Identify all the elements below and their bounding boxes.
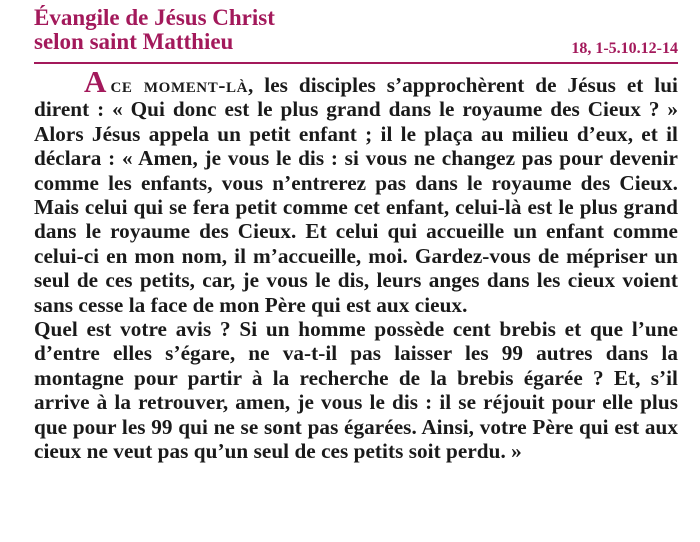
- gospel-title-line-2: selon saint Matthieu: [34, 29, 234, 54]
- scripture-reference: 18, 1-5.10.12-14: [571, 40, 678, 57]
- passage-paragraph-2: Quel est votre avis ? Si un homme possède cent brebis et que l’une d’entre elles s’égare, ne va-t-il pas laisser les 99 autres dans la montagne pour partir à la recherche de la brebis égarée ? Et, s’il arrive à la retrouver, amen, je vous le dis : il se réjouit pour elle plus que pour les 99 qui ne se sont pas égarées. Ainsi, votre Père qui est aux cieux ne veut pas qu’un seul de ces petits soit perdu. »: [34, 317, 678, 464]
- paragraph-1-text: , les disciples s’approchèrent de Jésus et lui dirent : « Qui donc est le plus grand dans le royaume des Cieux ? » Alors Jésus appela un petit enfant ; il le plaça au milieu d’eux, et il déclara : « Amen, je vous le dis : si vous ne changez pas pour devenir comme les enfants, vous n’entrerez pas dans le royaume des Cieux. Mais celui qui se fera petit comme cet enfant, celui-là est le plus grand dans le royaume des Cieux. Et celui qui accueille un enfant comme celui-ci en mon nom, il m’accueille, moi. Gardez-vous de mépriser un seul de ces petits, car, je vous le dis, leurs anges dans les cieux voient sans cesse la face de mon Père qui est aux cieux.: [34, 73, 678, 317]
- gospel-title-line-1: Évangile de Jésus Christ: [34, 5, 275, 30]
- header-divider: [34, 62, 678, 64]
- passage-paragraph-1: [34, 64, 678, 317]
- gospel-header: [34, 6, 678, 62]
- opening-smallcaps: ce moment-là: [110, 73, 249, 97]
- gospel-passage: [34, 64, 678, 464]
- drop-cap: A: [84, 64, 107, 99]
